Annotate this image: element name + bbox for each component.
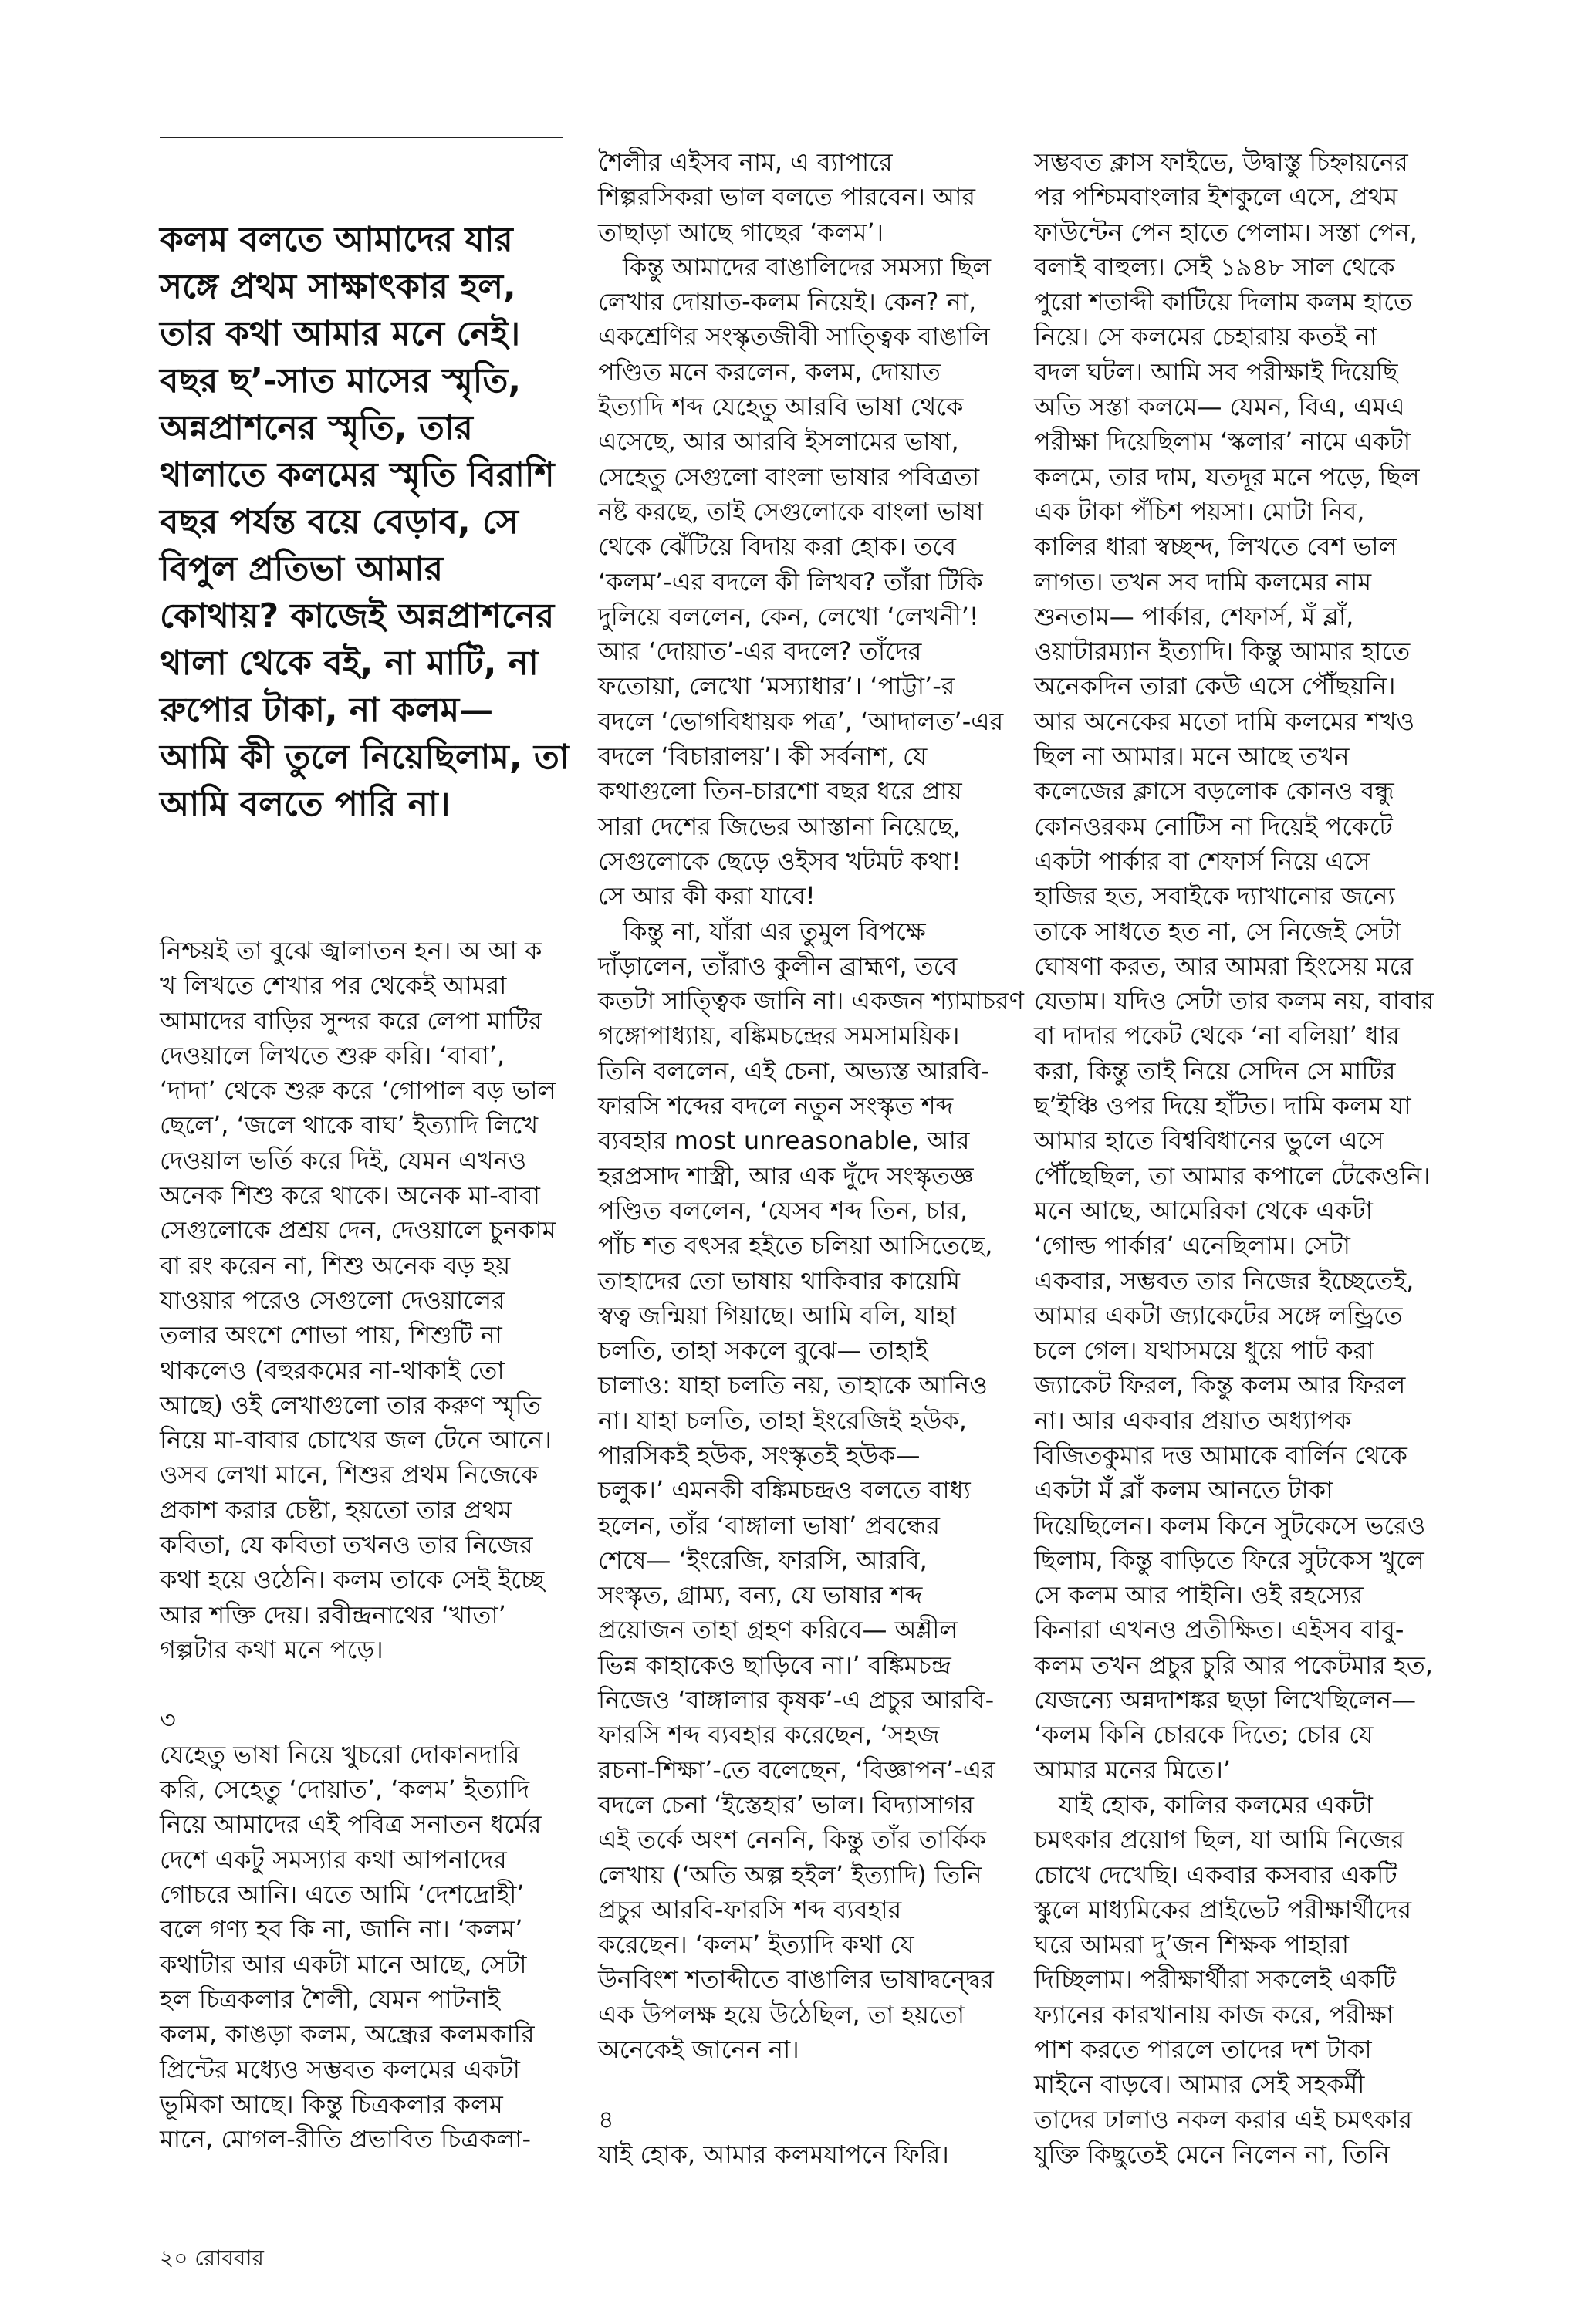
paragraph xyxy=(598,250,1004,914)
text-line: সে কলম আর পাইনি। ওই রহস্যের xyxy=(1034,1580,1364,1610)
pull-quote-line: থালাতে কলমের স্মৃতি বিরাশি xyxy=(160,455,555,495)
text-line: এক টাকা পঁচিশ পয়সা। মোটা নিব, xyxy=(1034,496,1365,526)
pull-quote-line: সঙ্গে প্রথম সাক্ষাৎকার হল, xyxy=(160,267,516,306)
text-line: ওসব লেখা মানে, শিশুর প্রথম নিজেকে xyxy=(160,1460,539,1490)
text-line: বদল ঘটল। আমি সব পরীক্ষাই দিয়েছি xyxy=(1034,356,1398,387)
text-line: নিয়ে আমাদের এই পবিত্র সনাতন ধর্মের xyxy=(160,1809,542,1839)
text-line: করি, সেহেতু ‘দোয়াত’, ‘কলম’ ইত্যাদি xyxy=(160,1775,530,1805)
text-line: তিনি বললেন, এই চেনা, অভ্যস্ত আরবি- xyxy=(598,1056,989,1086)
text-line: কিনারা এখনও প্রতীক্ষিত। এইসব বাবু- xyxy=(1034,1615,1404,1645)
text-line: হরপ্রসাদ শাস্ত্রী, আর এক দুঁদে সংস্কৃতজ্ঞ xyxy=(598,1160,974,1191)
text-line: নিয়ে মা-বাবার চোখের জল টেনে আনে। xyxy=(160,1425,552,1455)
text-line: অনেকদিন তারা কেউ এসে পৌঁছয়নি। xyxy=(1034,671,1396,701)
text-line: মাইনে বাড়বে। আমার সেই সহকর্মী xyxy=(1034,2069,1365,2099)
text-line: সেগুলোকে প্রশ্রয় দেন, দেওয়ালে চুনকাম xyxy=(160,1215,556,1245)
pull-quote-line: বছর পর্যন্ত বয়ে বেড়াব, সে xyxy=(160,502,519,542)
text-line: করা, কিন্তু তাই নিয়ে সেদিন সে মাটির xyxy=(1034,1056,1396,1086)
text-line: নষ্ট করছে, তাই সেগুলোকে বাংলা ভাষা xyxy=(598,496,984,526)
text-line: চালাও: যাহা চলতি নয়, তাহাকে আনিও xyxy=(598,1370,988,1400)
text-line: ওয়াটারম্যান ইত্যাদি। কিন্তু আমার হাতে xyxy=(1034,637,1411,667)
column-1 xyxy=(160,934,569,2157)
text-line: একটা মঁ ব্লাঁ কলম আনতে টাকা xyxy=(1034,1475,1333,1505)
text-line: বিজিতকুমার দত্ত আমাকে বার্লিন থেকে xyxy=(1034,1440,1407,1470)
text-line: শেষে— ‘ইংরেজি, ফারসি, আরবি, xyxy=(598,1545,928,1575)
text-line: থেকে ঝেঁটিয়ে বিদায় করা হোক। তবে xyxy=(598,532,957,562)
text-line: ফারসি শব্দের বদলে নতুন সংস্কৃত শব্দ xyxy=(598,1091,954,1121)
text-line: সেগুলোকে ছেড়ে ওইসব খটমট কথা! xyxy=(598,846,961,876)
column-2 xyxy=(598,145,1024,2172)
text-line: শুনতাম— পার্কার, শেফার্স, মঁ ব্লাঁ, xyxy=(1034,601,1354,631)
text-line: ছেলে’, ‘জলে থাকে বাঘ’ ইত্যাদি লিখে xyxy=(160,1110,539,1140)
text-line: ছিলাম, কিন্তু বাড়িতে ফিরে সুটকেস খুলে xyxy=(1034,1545,1424,1575)
text-line: রচনা-শিক্ষা’-তে বলেছেন, ‘বিজ্ঞাপন’-এর xyxy=(598,1755,995,1785)
text-line: গল্পটার কথা মনে পড়ে। xyxy=(160,1634,384,1664)
text-line: খ লিখতে শেখার পর থেকেই আমরা xyxy=(160,971,507,1001)
text-line: জ্যাকেট ফিরল, কিন্তু কলম আর ফিরল xyxy=(1034,1370,1406,1400)
pull-quote-line: রুপোর টাকা, না কলম— xyxy=(160,691,494,730)
text-line: চোখে দেখেছি। একবার কসবার একটি xyxy=(1034,1860,1397,1890)
text-line: একটা পার্কার বা শেফার্স নিয়ে এসে xyxy=(1034,846,1370,876)
text-line: কিন্তু না, যাঁরা এর তুমুল বিপক্ষে xyxy=(623,916,926,946)
text-line: যেহেতু ভাষা নিয়ে খুচরো দোকানদারি xyxy=(160,1739,520,1769)
text-line: কিন্তু আমাদের বাঙালিদের সমস্যা ছিল xyxy=(623,252,992,282)
text-line: ইত্যাদি শব্দ যেহেতু আরবি ভাষা থেকে xyxy=(598,392,964,422)
text-line: ছ’ইঞ্চি ওপর দিয়ে হাঁটত। দামি কলম যা xyxy=(1034,1091,1411,1121)
text-line: স্বত্ব জন্মিয়া গিয়াছে। আমি বলি, যাহা xyxy=(598,1300,957,1330)
text-line: শিল্পরসিকরা ভাল বলতে পারবেন। আর xyxy=(598,182,976,212)
text-line: ঘোষণা করত, আর আমরা হিংসেয় মরে xyxy=(1034,951,1414,981)
text-line: না। আর একবার প্রয়াত অধ্যাপক xyxy=(1034,1405,1352,1435)
paragraph xyxy=(160,1738,569,2157)
text-line: কতটা সাত্ত্বিক জানি না। একজন শ্যামাচরণ xyxy=(598,986,1024,1016)
text-line: হলেন, তাঁর ‘বাঙ্গালা ভাষা’ প্রবন্ধের xyxy=(598,1510,940,1540)
text-line: সারা দেশের জিভের আস্তানা নিয়েছে, xyxy=(598,811,961,841)
section-number-text: ৩ xyxy=(160,1704,176,1735)
text-line: কলমে, তার দাম, যতদূর মনে পড়ে, ছিল xyxy=(1034,461,1420,491)
text-line: পাঁচ শত বৎসর হইতে চলিয়া আসিতেছে, xyxy=(598,1231,993,1261)
text-line: যাই হোক, কালির কলমের একটা xyxy=(1059,1789,1373,1819)
text-line: বদলে চেনা ‘ইস্তেহার’ ভাল। বিদ্যাসাগর xyxy=(598,1789,974,1819)
text-line: ফাউন্টেন পেন হাতে পেলাম। সস্তা পেন, xyxy=(1034,217,1418,247)
text-line: ফতোয়া, লেখো ‘মস্যাধার’। ‘পাট্টা’-র xyxy=(598,671,955,701)
text-line: মনে আছে, আমেরিকা থেকে একটা xyxy=(1034,1195,1373,1225)
section-number xyxy=(598,2103,999,2137)
text-line: এসেছে, আর আরবি ইসলামের ভাষা, xyxy=(598,427,959,457)
text-line: আমাদের বাড়ির সুন্দর করে লেপা মাটির xyxy=(160,1005,542,1035)
pull-quote-line: তার কথা আমার মনে নেই। xyxy=(160,314,521,353)
page-folio: ২০ রোববার xyxy=(160,2245,264,2271)
text-line: প্রিন্টের মধ্যেও সম্ভবত কলমের একটা xyxy=(160,2054,520,2084)
text-line: অতি সস্তা কলমে— যেমন, বিএ, এমএ xyxy=(1034,392,1405,422)
text-line: সে আর কী করা যাবে! xyxy=(598,881,816,911)
text-line: না। যাহা চলতি, তাহা ইংরেজিই হউক, xyxy=(598,1405,967,1435)
text-line: তাকে সাধতে হত না, সে নিজেই সেটা xyxy=(1034,916,1401,946)
text-line: আর ‘দোয়াত’-এর বদলে? তাঁদের xyxy=(598,637,922,667)
text-line: দিয়েছিলেন। কলম কিনে সুটকেসে ভরেও xyxy=(1034,1510,1426,1540)
pull-quote-line: বছর ছ’-সাত মাসের স্মৃতি, xyxy=(160,361,522,400)
text-line: বা দাদার পকেট থেকে ‘না বলিয়া’ ধার xyxy=(1034,1021,1400,1051)
text-line: তাহাদের তো ভাষায় থাকিবার কায়েমি xyxy=(598,1265,961,1295)
text-line: দুলিয়ে বললেন, কেন, লেখো ‘লেখনী’! xyxy=(598,601,979,631)
text-line: বলাই বাহুল্য। সেই ১৯৪৮ সাল থেকে xyxy=(1034,252,1395,282)
text-line: গঙ্গোপাধ্যায়, বঙ্কিমচন্দ্রের সমসাময়িক। xyxy=(598,1021,960,1051)
paragraph xyxy=(1034,145,1451,1788)
text-line: হাজির হত, সবাইকে দ্যাখানোর জন্যে xyxy=(1034,881,1395,911)
paragraph xyxy=(1034,1788,1451,2172)
pull-quote-line: কোথায়? কাজেই অন্নপ্রাশনের xyxy=(160,596,555,636)
paragraph xyxy=(598,914,1024,2068)
pull-quote-line: থালা থেকে বই, না মাটি, না xyxy=(160,643,539,683)
text-line: পুরো শতাব্দী কাটিয়ে দিলাম কলম হাতে xyxy=(1034,287,1412,317)
text-line: একশ্রেণির সংস্কৃতজীবী সাত্ত্বিক বাঙালি xyxy=(598,322,990,352)
text-line: দেওয়াল ভর্তি করে দিই, যেমন এখনও xyxy=(160,1145,527,1175)
text-line: সম্ভবত ক্লাস ফাইভে, উদ্বাস্তু চিহ্নায়নের xyxy=(1034,147,1408,177)
text-line: পৌঁছেছিল, তা আমার কপালে টেকেওনি। xyxy=(1034,1160,1431,1191)
text-line: নিয়ে। সে কলমের চেহারায় কতই না xyxy=(1034,322,1377,352)
text-line: কলেজের ক্লাসে বড়লোক কোনও বন্ধু xyxy=(1034,776,1394,806)
text-line: পাশ করতে পারলে তাদের দশ টাকা xyxy=(1034,2035,1372,2065)
text-line: করেছেন। ‘কলম’ ইত্যাদি কথা যে xyxy=(598,1930,914,1960)
text-line: আমার মনের মিতে।’ xyxy=(1034,1755,1232,1785)
text-line: দেশে একটু সমস্যার কথা আপনাদের xyxy=(160,1844,507,1874)
text-line: দাঁড়ালেন, তাঁরাও কুলীন ব্রাহ্মণ, তবে xyxy=(598,951,958,981)
paragraph xyxy=(598,2137,999,2172)
text-line: ব্যবহার most unreasonable, আর xyxy=(598,1126,970,1156)
text-line: কথাটার আর একটা মানে আছে, সেটা xyxy=(160,1949,527,1979)
text-line: থাকলেও (বহুরকমের না-থাকাই তো xyxy=(160,1355,505,1385)
text-line: চলুক।’ এমনকী বঙ্কিমচন্দ্রও বলতে বাধ্য xyxy=(598,1475,971,1505)
text-line: বদলে ‘ভোগবিধায়ক পত্র’, ‘আদালত’-এর xyxy=(598,706,1004,736)
text-line: চমৎকার প্রয়োগ ছিল, যা আমি নিজের xyxy=(1034,1825,1404,1855)
text-line: সংস্কৃত, গ্রাম্য, বন্য, যে ভাষার শব্দ xyxy=(598,1580,923,1610)
text-line: নিশ্চয়ই তা বুঝে জ্বালাতন হন। অ আ ক xyxy=(160,936,542,965)
text-line: যাওয়ার পরেও সেগুলো দেওয়ালের xyxy=(160,1285,505,1315)
section-number-text: ৪ xyxy=(598,2104,614,2134)
text-line: তলার অংশে শোভা পায়, শিশুটি না xyxy=(160,1320,502,1350)
text-line: পণ্ডিত মনে করলেন, কলম, দোয়াত xyxy=(598,356,941,387)
text-line: যাই হোক, আমার কলমযাপনে ফিরি। xyxy=(598,2139,949,2169)
text-line: বলে গণ্য হব কি না, জানি না। ‘কলম’ xyxy=(160,1914,523,1944)
text-line: লাগত। তখন সব দামি কলমের নাম xyxy=(1034,566,1372,596)
text-line: নিজেও ‘বাঙ্গালার কৃষক’-এ প্রচুর আরবি- xyxy=(598,1685,995,1715)
text-line: যেজন্যে অন্নদাশঙ্কর ছড়া লিখেছিলেন— xyxy=(1034,1685,1417,1715)
text-line: আমার একটা জ্যাকেটের সঙ্গে লন্ড্রিতে xyxy=(1034,1300,1403,1330)
text-line: এক উপলক্ষ হয়ে উঠেছিল, তা হয়তো xyxy=(598,1999,965,2029)
pull-quote-line: অন্নপ্রাশনের স্মৃতি, তার xyxy=(160,408,473,448)
text-line: কথাগুলো তিন-চারশো বছর ধরে প্রায় xyxy=(598,776,962,806)
text-line: বদলে ‘বিচারালয়’। কী সর্বনাশ, যে xyxy=(598,741,928,772)
text-line: প্রকাশ করার চেষ্টা, হয়তো তার প্রথম xyxy=(160,1495,512,1525)
text-line: সেহেতু সেগুলো বাংলা ভাষার পবিত্রতা xyxy=(598,461,980,491)
text-line: কলম, কাঙড়া কলম, অন্ধ্রের কলমকারি xyxy=(160,2019,535,2049)
pull-quote-line: কলম বলতে আমাদের যার xyxy=(160,220,513,259)
text-line: ‘দাদা’ থেকে শুরু করে ‘গোপাল বড় ভাল xyxy=(160,1076,556,1106)
text-line: ভিন্ন কাহাকেও ছাড়িবে না।’ বঙ্কিমচন্দ্র xyxy=(598,1650,951,1680)
text-line: আমার হাতে বিশ্ববিধানের ভুলে এসে xyxy=(1034,1126,1384,1156)
text-line: ‘কলম’-এর বদলে কী লিখব? তাঁরা টিকি xyxy=(598,566,983,596)
page-footer xyxy=(160,2241,264,2278)
text-line: স্কুলে মাধ্যমিকের প্রাইভেট পরীক্ষার্থীদের xyxy=(1034,1894,1412,1924)
text-line: লেখার দোয়াত-কলম নিয়েই। কেন? না, xyxy=(598,287,977,317)
text-line: কলম তখন প্রচুর চুরি আর পকেটমার হত, xyxy=(1034,1650,1433,1680)
text-line: পর পশ্চিমবাংলার ইশকুলে এসে, প্রথম xyxy=(1034,182,1398,212)
text-line: ছিল না আমার। মনে আছে তখন xyxy=(1034,741,1350,772)
top-rule xyxy=(160,137,563,138)
text-line: আর শক্তি দেয়। রবীন্দ্রনাথের ‘খাতা’ xyxy=(160,1599,506,1630)
text-line: কথা হয়ে ওঠেনি। কলম তাকে সেই ইচ্ছে xyxy=(160,1565,545,1595)
text-line: এই তর্কে অংশ নেননি, কিন্তু তাঁর তার্কিক xyxy=(598,1825,987,1855)
text-line: লেখায় (‘অতি অল্প হইল’ ইত্যাদি) তিনি xyxy=(598,1860,982,1890)
text-line: যেতাম। যদিও সেটা তার কলম নয়, বাবার xyxy=(1034,986,1434,1016)
text-line: প্রচুর আরবি-ফারসি শব্দ ব্যবহার xyxy=(598,1894,902,1924)
text-line: ঘরে আমরা দু’জন শিক্ষক পাহারা xyxy=(1034,1930,1349,1960)
text-line: ভূমিকা আছে। কিন্তু চিত্রকলার কলম xyxy=(160,2089,503,2119)
text-line: কালির ধারা স্বচ্ছন্দ, লিখতে বেশ ভাল xyxy=(1034,532,1397,562)
text-line: হল চিত্রকলার শৈলী, যেমন পাটনাই xyxy=(160,1984,501,2014)
text-line: দেওয়ালে লিখতে শুরু করি। ‘বাবা’, xyxy=(160,1040,505,1070)
text-line: গোচরে আনি। এতে আমি ‘দেশদ্রোহী’ xyxy=(160,1880,525,1910)
text-line: বা রং করেন না, শিশু অনেক বড় হয় xyxy=(160,1250,511,1280)
text-line: আর অনেকের মতো দামি কলমের শখও xyxy=(1034,706,1415,736)
text-line: শৈলীর এইসব নাম, এ ব্যাপারে xyxy=(598,147,893,177)
text-line: অনেকেই জানেন না। xyxy=(598,2035,799,2065)
text-line: চলতি, তাহা সকলে বুঝে— তাহাই xyxy=(598,1336,928,1366)
pull-quote-line: আমি কী তুলে নিয়েছিলাম, তা xyxy=(160,738,569,777)
text-line: পণ্ডিত বললেন, ‘যেসব শব্দ তিন, চার, xyxy=(598,1195,968,1225)
column-3 xyxy=(1034,145,1451,2172)
text-line: ফ্যানের কারখানায় কাজ করে, পরীক্ষা xyxy=(1034,1999,1394,2029)
text-line: ‘গোল্ড পার্কার’ এনেছিলাম। সেটা xyxy=(1034,1231,1350,1261)
text-line: কোনওরকম নোটিস না দিয়েই পকেটে xyxy=(1034,811,1393,841)
section-number xyxy=(160,1703,569,1738)
text-line: পারসিকই হউক, সংস্কৃতই হউক— xyxy=(598,1440,921,1470)
text-line: প্রয়োজন তাহা গ্রহণ করিবে— অশ্লীল xyxy=(598,1615,958,1645)
paragraph xyxy=(160,934,569,1667)
text-line: পরীক্ষা দিয়েছিলাম ‘স্কলার’ নামে একটা xyxy=(1034,427,1411,457)
pull-quote-line: বিপুল প্রতিভা আমার xyxy=(160,549,444,589)
text-line: তাদের ঢালাও নকল করার এই চমৎকার xyxy=(1034,2104,1413,2134)
text-line: কবিতা, যে কবিতা তখনও তার নিজের xyxy=(160,1530,533,1560)
text-line: দিচ্ছিলাম। পরীক্ষার্থীরা সকলেই একটি xyxy=(1034,1964,1396,1995)
text-line: যুক্তি কিছুতেই মেনে নিলেন না, তিনি xyxy=(1034,2139,1390,2169)
pull-quote-line: আমি বলতে পারি না। xyxy=(160,785,451,824)
pull-quote xyxy=(160,216,576,828)
text-line: চলে গেল। যথাসময়ে ধুয়ে পাট করা xyxy=(1034,1336,1374,1366)
paragraph xyxy=(598,145,999,250)
text-line: উনবিংশ শতাব্দীতে বাঙালির ভাষাদ্বন্দ্বের xyxy=(598,1964,995,1995)
text-line: ‘কলম কিনি চোরকে দিতে; চোর যে xyxy=(1034,1720,1374,1750)
text-line: অনেক শিশু করে থাকে। অনেক মা-বাবা xyxy=(160,1181,540,1211)
text-line: তাছাড়া আছে গাছের ‘কলম’। xyxy=(598,217,884,247)
text-line: একবার, সম্ভবত তার নিজের ইচ্ছেতেই, xyxy=(1034,1265,1414,1295)
text-line: ফারসি শব্দ ব্যবহার করেছেন, ‘সহজ xyxy=(598,1720,940,1750)
text-line: আছে) ওই লেখাগুলো তার করুণ স্মৃতি xyxy=(160,1390,541,1420)
text-line: মানে, মোগল-রীতি প্রভাবিত চিত্রকলা- xyxy=(160,2124,531,2154)
